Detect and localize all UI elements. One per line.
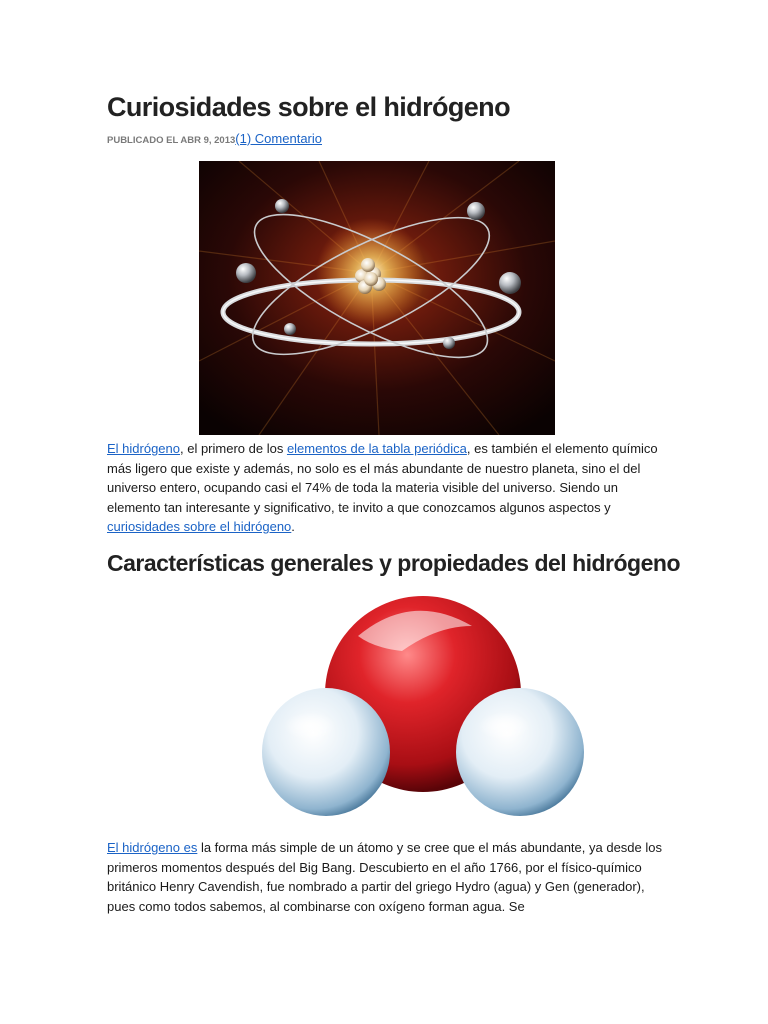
water-molecule-illustration (262, 596, 584, 834)
paragraph-text: , el primero de los (180, 441, 287, 456)
properties-paragraph (107, 838, 667, 916)
article-title: Curiosidades sobre el hidrógeno (107, 92, 510, 122)
paragraph-text: la forma más simple de un átomo y se cree que el más abundante, ya desde los primeros momentos después del Big Bang. Descubierto en el año 1766, por el físico-químico británico Henry Cavendish, fue nombrado a partir del griego Hydro (agua) y Gen (generador), pues como todos sabemos, al combinarse con oxígeno forman agua. Se (107, 840, 662, 914)
paragraph-text: , es también el elemento químico más ligero que existe y además, no solo es el más abundante de nuestro planeta, sino el del universo entero, ocupando casi el 74% de toda la materia visible del universo. Siendo un elemento tan interesante y significativo, te invito a que conozcamos algunos aspectos y (107, 441, 658, 515)
intro-paragraph (107, 439, 667, 537)
atom-illustration (199, 161, 555, 435)
hydrogen-is-link[interactable]: El hidrógeno es (107, 840, 198, 855)
post-meta (107, 131, 322, 146)
curiosities-link[interactable]: curiosidades sobre el hidrógeno (107, 519, 292, 534)
paragraph-text: . (291, 519, 295, 534)
published-date: PUBLICADO EL ABR 9, 2013 (107, 135, 236, 146)
periodic-table-link[interactable]: elementos de la tabla periódica (286, 441, 467, 456)
section-heading: Características generales y propiedades del hidrógeno (107, 550, 680, 576)
comments-link[interactable]: (1) Comentario (235, 131, 322, 146)
hydrogen-link[interactable]: El hidrógeno (107, 441, 180, 456)
